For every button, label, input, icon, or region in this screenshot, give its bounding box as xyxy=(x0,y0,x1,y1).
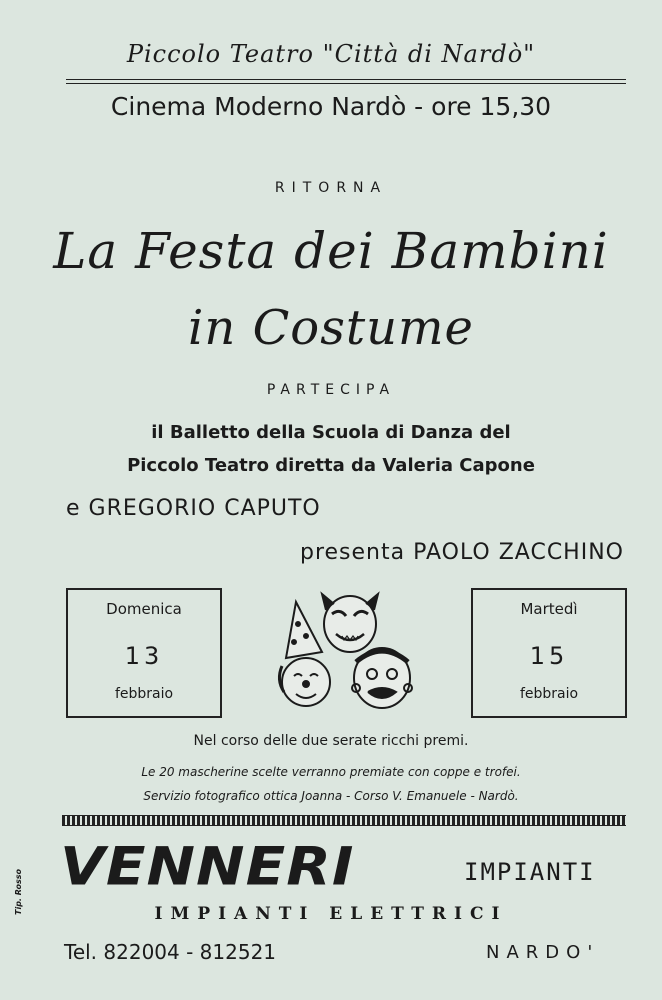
date-month: febbraio xyxy=(519,686,579,702)
clown-mask-icon xyxy=(279,602,330,706)
devil-mask-icon xyxy=(322,594,378,652)
sponsor-tag: IMPIANTI xyxy=(464,858,596,886)
sponsor-subtitle: IMPIANTI ELETTRICI xyxy=(154,904,508,924)
header-rule-top xyxy=(66,79,626,80)
masks-note: Le 20 mascherine scelte verranno premiate con coppe e trofei. xyxy=(141,765,521,779)
prizes-note: Nel corso delle due serate ricchi premi. xyxy=(193,733,469,749)
presenter-name: presenta PAOLO ZACCHINO xyxy=(300,540,624,565)
pirate-mask-icon xyxy=(352,648,412,708)
date-box-tuesday xyxy=(471,588,627,718)
returns-label: RITORNA xyxy=(274,180,388,196)
decorative-border xyxy=(62,815,626,826)
cinema-time: Cinema Moderno Nardò - ore 15,30 xyxy=(110,92,552,121)
photo-credit: Servizio fotografico ottica Joanna - Corso V. Emanuele - Nardò. xyxy=(143,789,519,803)
ballet-line1: il Balletto della Scuola di Danza del xyxy=(151,422,511,443)
event-title-line2: in Costume xyxy=(188,300,474,356)
date-box-sunday xyxy=(66,588,222,718)
sponsor-phone: Tel. 822004 - 812521 xyxy=(64,940,277,964)
printer-mark: Tip. Rosso xyxy=(14,868,23,915)
sponsor-logo: VENNERI xyxy=(60,836,355,898)
theatre-name: Piccolo Teatro "Città di Nardò" xyxy=(126,40,536,68)
header-rule-bottom xyxy=(66,83,626,84)
date-day: Martedì xyxy=(520,600,578,618)
carnival-masks-illustration xyxy=(272,588,422,714)
date-number: 13 xyxy=(124,642,164,670)
date-day: Domenica xyxy=(106,600,182,618)
date-month: febbraio xyxy=(114,686,174,702)
event-title-line1: La Festa dei Bambini xyxy=(53,222,609,280)
date-number: 15 xyxy=(529,642,569,670)
guest-name: e GREGORIO CAPUTO xyxy=(66,496,321,521)
sponsor-city: NARDO' xyxy=(486,942,600,963)
participates-label: PARTECIPA xyxy=(266,382,396,398)
ballet-line2: Piccolo Teatro diretta da Valeria Capone xyxy=(127,455,535,476)
